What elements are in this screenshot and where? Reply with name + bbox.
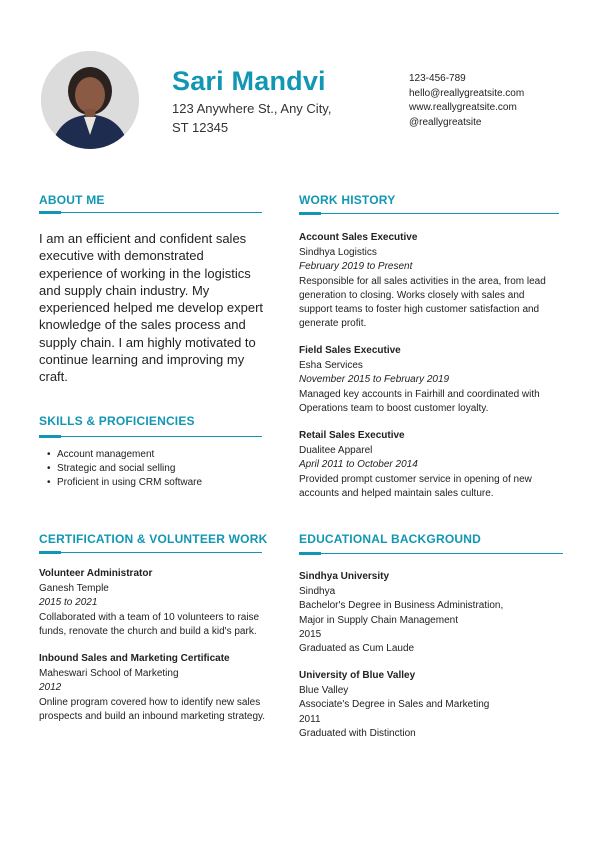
work-entry [299,429,557,501]
entry-dates: February 2019 to Present [299,261,413,273]
entry-degree: Major in Supply Chain Management [299,614,458,626]
entry-org: Maheswari School of Marketing [39,668,179,680]
certification-entry [39,567,271,639]
entry-dates: 2012 [39,682,62,694]
about-divider [39,212,262,213]
entry-honors: Graduated with Distinction [299,727,416,739]
entry-description: Managed key accounts in Fairhill and coordinated with Operations team to boost customer loyalty. [299,388,540,414]
candidate-name: Sari Mandvi [172,66,326,96]
entry-company: Esha Services [299,360,363,372]
education-title: EDUCATIONAL BACKGROUND [299,532,481,546]
certification-divider [39,552,262,553]
about-divider-accent [39,211,61,214]
phone: 123-456-789 [409,73,466,84]
entry-company: Sindhya Logistics [299,247,377,259]
entry-description: Collaborated with a team of 10 volunteers to raise funds, renovate the church and build a kid's park. [39,611,260,637]
entry-degree: Associate's Degree in Sales and Marketing [299,699,490,711]
entry-description: Provided prompt customer service in opening of new accounts and helped maintain sales culture. [299,473,532,499]
entry-role: Field Sales Executive [299,345,401,356]
entry-school: Sindhya University [299,571,390,582]
entry-location: Blue Valley [299,685,349,697]
entry-role: Retail Sales Executive [299,430,405,441]
work-entry [299,231,557,331]
about-title: ABOUT ME [39,193,105,207]
entry-role: Inbound Sales and Marketing Certificate [39,653,230,664]
skill-item: • Strategic and social selling [44,462,202,476]
certification-title: CERTIFICATION & VOLUNTEER WORK [39,532,268,546]
address [172,99,362,137]
profile-photo [41,51,139,149]
entry-description: Online program covered how to identify new sales prospects and build an inbound marketing strategy. [39,696,266,722]
email[interactable]: hello@reallygreatsite.com [409,87,525,99]
education-entry [299,669,561,741]
work-divider-accent [299,212,321,215]
certification-divider-accent [39,551,61,554]
entry-company: Dualitee Apparel [299,445,373,457]
skill-item: • Account management [44,448,202,462]
education-divider [299,553,563,554]
skills-title: SKILLS & PROFICIENCIES [39,414,195,428]
skills-divider [39,436,262,437]
skills-divider-accent [39,435,61,438]
work-divider [299,213,559,214]
entry-role: Account Sales Executive [299,232,418,243]
entry-org: Ganesh Temple [39,583,109,595]
entry-school: University of Blue Valley [299,670,416,681]
entry-year: 2015 [299,628,322,640]
address-line-2: ST 12345 [172,120,229,135]
social-handle[interactable]: @reallygreatsite [409,116,482,128]
entry-degree: Bachelor's Degree in Business Administration, [299,600,504,612]
education-divider-accent [299,552,321,555]
entry-honors: Graduated as Cum Laude [299,643,415,655]
entry-description: Responsible for all sales activities in the area, from lead generation to closing. Works closely with sales and support teams to foster high customer satisfaction and generate profit. [299,275,546,330]
avatar-portrait [41,51,139,149]
skills-list [44,448,202,490]
entry-role: Volunteer Administrator [39,568,153,579]
entry-dates: November 2015 to February 2019 [299,374,450,386]
entry-dates: 2015 to 2021 [39,597,98,609]
skill-item: • Proficient in using CRM software [44,476,202,490]
entry-location: Sindhya [299,586,336,598]
education-entry [299,570,561,656]
website[interactable]: www.reallygreatsite.com [409,102,517,113]
work-title: WORK HISTORY [299,193,396,207]
address-line-1: 123 Anywhere St., Any City, [172,101,332,116]
entry-dates: April 2011 to October 2014 [299,459,418,471]
entry-year: 2011 [299,713,321,725]
work-entry [299,344,557,416]
contact-info [409,72,524,130]
about-text: I am an efficient and confident sales executive with demonstrated experience of working in the logistics and supply chain industry. My experienced helped me develop expert knowledge of the sales process and supply chain. I am highly motivated to continue learning and improving my craft. [39,231,264,385]
certification-entry [39,652,271,724]
